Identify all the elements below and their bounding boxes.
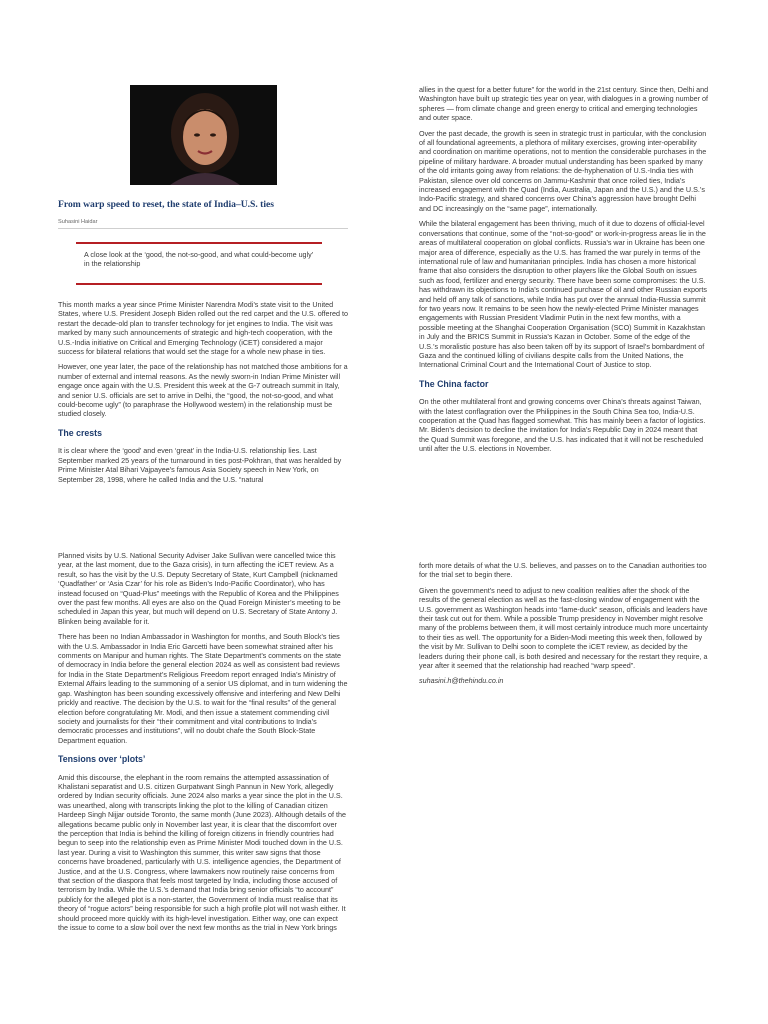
paragraph: forth more details of what the U.S. believes, and passes on to the Canadian authorities too for the trial set to begin there. (419, 561, 707, 580)
top-left-column (58, 300, 350, 490)
paragraph: Over the past decade, the growth is seen in strategic trust in particular, with the conclusion of all foundational agreements, a plethora of military exercises, growing inter-operability and coordination on maritime operations, not to mention the considerable purchases in the pipeline of military hardware. A broader mutual understanding has been sparked by many of the old irritants going away from relations: the de-hyphenation of U.S.-India ties with Pakistan, silence over old concerns on Jammu-Kashmir that once roiled ties, India’s increased engagement with the Quad (India, Australia, Japan and the U.S.) and the U.S.’s Indo-Pacific strategy, and shared concerns over China’s aggression have brought Delhi and DC increasingly on the “same page”, internationally. (419, 128, 707, 213)
paragraph: However, one year later, the pace of the relationship has not matched those ambitions for a number of external and internal reasons. As the newly sworn-in Indian Prime Minister will engage once again with the U.S. President this week at the G-7 outreach summit in Italy, and senior U.S. officials are set to arrive in Delhi, the “good, the not-so-good, and what could-become ugly” (to paraphrase the Hollywood western) in the relationship must be studied closely. (58, 362, 348, 419)
pullquote-rule-top (76, 242, 322, 244)
top-right-column (419, 85, 709, 460)
section-heading-plots: Tensions over ‘plots’ (58, 754, 146, 765)
portrait-image (130, 85, 277, 185)
article-byline: Suhasini Haidar (58, 219, 98, 225)
section-heading-china: The China factor (419, 378, 489, 389)
paragraph: On the other multilateral front and growing concerns over China’s threats against Taiwan, with the latest conflagration over the Philippines in the South China Sea too, India-U.S. cooperation at the Quad has flagged somewhat. This has mainly been a factor of logistics. Mr. Biden’s decision to decline the invitation for India’s Republic Day in 2024 meant that the Quad Summit was foregone, and the U.S. has indicated that it will not be rescheduled until after the U.S. elections in November. (419, 397, 706, 454)
article-headline: From warp speed to reset, the state of India–U.S. ties (58, 199, 275, 210)
bottom-right-column (419, 561, 709, 692)
paragraph: Amid this discourse, the elephant in the room remains the attempted assassination of Khalistani separatist and U.S. citizen Gurpatwant Singh Pannun in New York, allegedly ordered by Indian security officials. June 2024 also marks a year since the plot in the U.S. was unearthed, along with transcripts linking the plot to the killing of Canadian citizen Hardeep Singh Nijjar outside Toronto, the same month (June 2023). Although details of the allegations became public only in November last year, it is clear that the discomfort over the perception that India is behind the killing of foreign citizens in friendly countries had begun to seep into the relationship even as Prime Minister Modi touched down in the U.S. last year. During a visit to Washington this summer, this writer saw signs that those concerns have broadened, particularly with U.S. intelligence agencies, the Department of Justice, and at the U.S. Congress, where lawmakers now routinely raise concerns from that section of the diaspora that feels most targeted by India, including those accused of terrorism by India. While the U.S.’s demand that India bring senior officials “to account” publicly for the alleged plot is a non-starter, the Government of India must realise that its theory of “rogue actors” being responsible for such a high profile plot will not wash either. It should proceed more quickly with its high-level investigation. Either way, one can expect the issue to come to a slow boil over the next few months as the trial in New York brings (58, 772, 346, 933)
section-heading-crests: The crests (58, 427, 103, 438)
paragraph: This month marks a year since Prime Minister Narendra Modi’s state visit to the United States, where U.S. President Joseph Biden rolled out the red carpet and the U.S. offered to restart the decade-old plan to transfer technology for jet engines to India. The visit was marked by many such announcements of strategic and high-tech cooperation, with the U.S.-India initiative on Critical and Emerging Technology (iCET) considered a major success for bilateral relations that would set the stage for a whole new phase in ties. (58, 300, 348, 357)
paragraph: allies in the quest for a better future” for the world in the 21st century. Since then, Delhi and Washington have built up strategic ties year on year, with dialogues in a growing number of spheres — from climate change and green energy to critical and emerging technologies and outer space. (419, 85, 709, 123)
byline-divider (58, 228, 348, 229)
bottom-left-column (58, 551, 348, 938)
paragraph: It is clear where the ‘good’ and even ‘great’ in the India-U.S. relationship lies. Last September marked 25 years of the turnaround in ties post-Pokhran, that was heralded by Prime Minister Atal Bihari Vajpayee’s famous Asia Society speech in New York, on September 28, 1998, where he called India and the U.S. “natural (58, 446, 342, 484)
pullquote: A close look at the ‘good, the not-so-good, and what could-become ugly’ in the relationship (84, 250, 314, 269)
author-email: suhasini.h@thehindu.co.in (419, 676, 504, 686)
paragraph: Given the government’s need to adjust to new coalition realities after the shock of the results of the general election as well as the fast-closing window of engagement with the U.S. government as Washington heads into “lame-duck” season, officials and leaders have their task cut out for them. While a possible Trump presidency in November might resolve many of the problems between them, it will most certainly introduce much more uncertainty to their ties as well. The opportunity for a Biden-Modi meeting this week then, followed by the visit by Mr. Sullivan to Delhi soon to complete the iCET review, as decided by the leaders during their phone call, is both desired and necessary for the restart they require, a year after it seemed that the relationship had reached “warp speed”. (419, 585, 708, 671)
paragraph: Planned visits by U.S. National Security Adviser Jake Sullivan were cancelled twice this year, at the last moment, due to the Gaza crisis), in turn affecting the iCET review. As a result, so has the visit by the U.S. Deputy Secretary of State, Kurt Campbell (nicknamed ‘Quadfather’ or ‘Asia Czar’ for his role as Biden’s Indo-Pacific Coordinator), who has instead focused on “Quad-Plus” meetings with the Republic of Korea and the Philippines over the past few months. All eyes are also on the Quad Foreign Minister’s meeting to be scheduled in Japan this year, but much will depend on U.S. Secretary of State Antony J. Blinken being available for it. (58, 551, 341, 626)
paragraph: While the bilateral engagement has been thriving, much of it due to dozens of official-level conversations that continue, some of the “not-so-good” or work-in-progress areas lie in the areas of multilateral cooperation on global conflicts. Russia’s war in Ukraine has been one major area of difference, especially as the U.S. has framed the war purely in terms of the international rule of law and humanitarian principles. India has chosen a more historical frame that also considers the disruption to other players like the Global South on issues such as food, fertilizer and energy security. There have been some compromises: the U.S. has withdrawn its objections to India’s continued purchase of oil and other Russian exports and held off any talk of sanctions, while India has put over the annual India-Russia summit for two years now. It remains to be seen how the newly-elected Prime Minister manages engagements with Russian President Vladimir Putin in the next few months, with a possible meeting at the Shanghai Cooperation Organisation (SCO) Summit in Kazakhstan in July and the BRICS Summit in Russia’s Kazan in October. Some of the edge of the U.S.’s moralistic posture has also been taken off by its support of Israel’s bombardment of Gaza and the continued killing of civilians despite calls from the United Nations, the International Criminal Court and the International Court of Justice to stop. (419, 219, 707, 370)
paragraph: There has been no Indian Ambassador in Washington for months, and South Block’s ties with the U.S. Ambassador in India Eric Garcetti have been somewhat strained after his comments on Manipur and human rights. The State Department’s comments on the state of democracy in India before the general election 2024 as well as consistent bad reviews for India in the State Department’s Religious Freedom report enraged India’s Ministry of External Affairs leading to the summoning of a senior US diplomat, and in turn widening the gap. Washington has been sounding excessively offensive and interfering and New Delhi prickly and reactive. The decision by the U.S. to wait for the “final results” of the general election before congratulating Mr. Modi, and then issue a statement commending civil society and journalists for their “their commitment and vital contributions to India’s democratic processes and institutions”, will no doubt chafe the South Block-State Department equation. (58, 632, 348, 745)
author-photo (130, 85, 277, 185)
pullquote-rule-bottom (76, 283, 322, 285)
